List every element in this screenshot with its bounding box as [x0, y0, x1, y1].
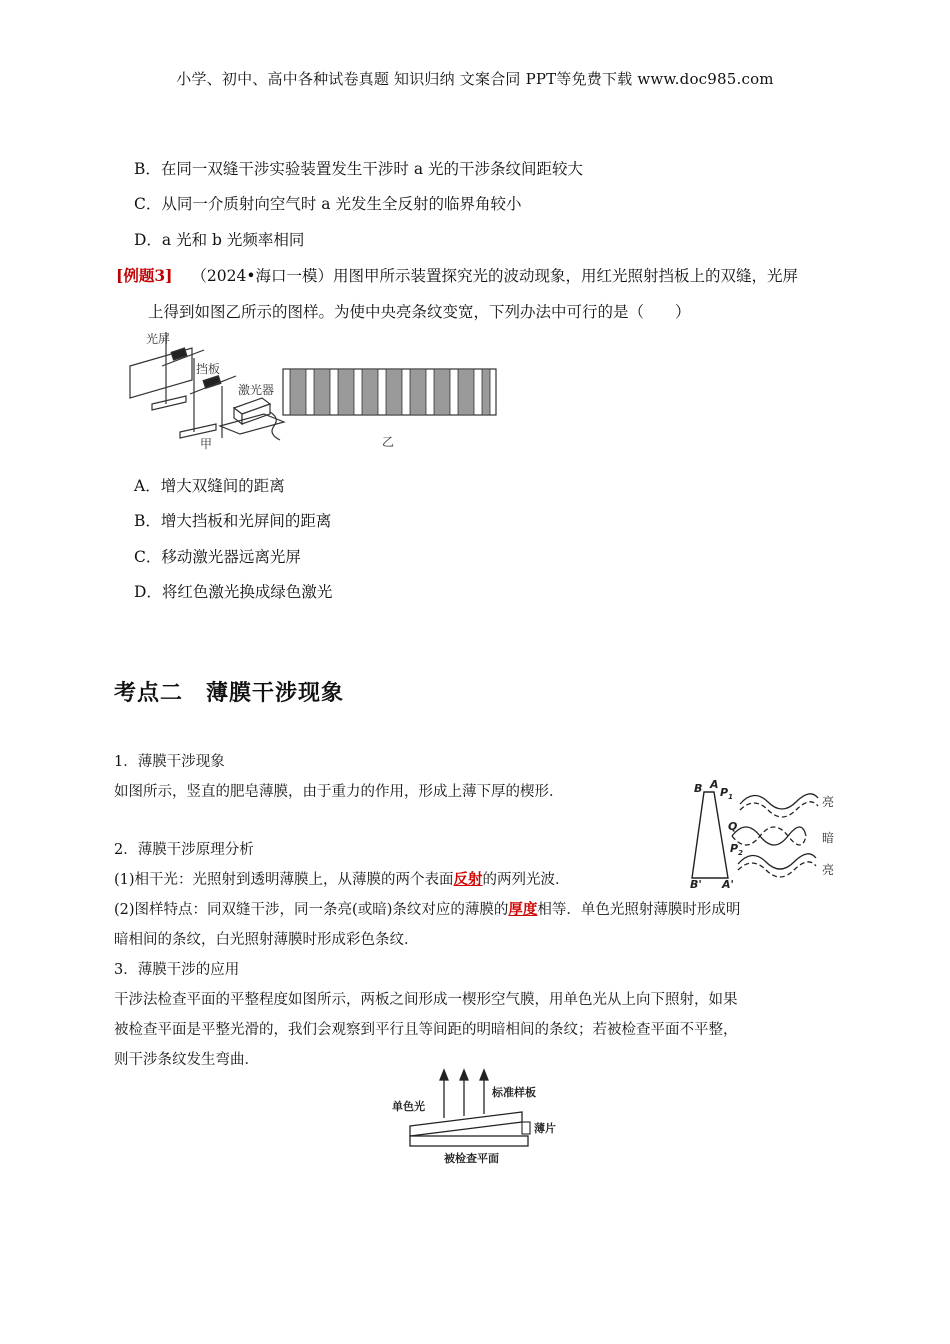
label-B: B: [694, 782, 703, 795]
label-tested: 被检查平面: [444, 1152, 499, 1165]
wave-q-dashed: [732, 827, 806, 845]
p2-b-pre: (2)图样特点：同双缝干涉，同一条亮(或暗)条纹对应的薄膜的: [114, 902, 509, 918]
label-dark: 暗: [822, 831, 835, 845]
label-baffle: 挡板: [196, 362, 221, 376]
p3-line3: 则干涉条纹发生弯曲．: [114, 1052, 259, 1068]
label-mono: 单色光: [392, 1100, 425, 1113]
label-screen: 光屏: [146, 332, 171, 346]
tested-plate: [410, 1136, 528, 1146]
film-wedge-figure: [690, 778, 840, 890]
keyword-thickness: 厚度: [508, 901, 538, 918]
label-P1: $P_1$: [720, 786, 733, 801]
label-shim: 薄片: [534, 1122, 556, 1135]
section-title: 考点二 薄膜干涉现象: [114, 681, 345, 706]
label-Bp: B': [690, 878, 702, 890]
label-P2: $P_2$: [730, 842, 743, 857]
p2-a: [114, 868, 570, 889]
flatness-figure: [386, 1066, 576, 1168]
p2-b-post: 相等．单色光照射薄膜时形成明: [537, 902, 741, 918]
p3-line2: 被检查平面是平整光滑的，我们会观察到平行且等间距的明暗相间的条纹；若被检查平面不平整，: [114, 1022, 738, 1038]
example3-header: [116, 264, 798, 286]
option-b: B．增大挡板和光屏间的距离: [134, 512, 332, 530]
apparatus-figure: [124, 326, 294, 450]
keyword-reflection: 反射: [453, 871, 483, 888]
p2-title: 2．薄膜干涉原理分析: [114, 842, 254, 858]
p3-title: 3．薄膜干涉的应用: [114, 962, 240, 978]
label-Q: Q: [728, 820, 738, 833]
label-yi: 乙: [382, 435, 395, 449]
example3-line2: 上得到如图乙所示的图样。为使中央亮条纹变宽，下列办法中可行的是（ ）: [148, 303, 691, 321]
standard-plate: [410, 1112, 522, 1136]
label-bright-2: 亮: [822, 863, 835, 877]
label-standard: 标准样板: [492, 1086, 536, 1099]
wave-q-solid: [732, 827, 806, 845]
option-d: D．将红色激光换成绿色激光: [134, 583, 333, 601]
p2-b: [114, 898, 740, 919]
p2-a-post: 的两列光波．: [482, 872, 570, 888]
wedge-shape: [692, 792, 728, 878]
page-header: 小学、初中、高中各种试卷真题 知识归纳 文案合同 PPT等免费下载 www.doc985.com: [176, 70, 774, 88]
label-A: A: [710, 778, 719, 791]
example-tag: [例题3]: [116, 266, 173, 285]
option-b-prev: B．在同一双缝干涉实验装置发生干涉时 a 光的干涉条纹间距较大: [134, 160, 583, 178]
p1-title: 1．薄膜干涉现象: [114, 754, 225, 770]
label-Ap: A': [722, 878, 734, 890]
label-jia: 甲: [200, 437, 213, 450]
label-laser: 激光器: [238, 383, 275, 397]
option-c: C．移动激光器远离光屏: [134, 548, 301, 566]
fringe-figure: [282, 368, 498, 450]
wave-p2-solid: [738, 854, 816, 869]
p1-text: 如图所示，竖直的肥皂薄膜，由于重力的作用，形成上薄下厚的楔形．: [114, 784, 564, 800]
example3-line1: （2024•海口一模）用图甲所示装置探究光的波动现象，用红光照射挡板上的双缝，光屏: [191, 267, 798, 285]
wave-p1-solid: [740, 794, 818, 809]
wave-p2-dashed: [738, 862, 816, 877]
label-bright-1: 亮: [822, 795, 835, 809]
shim: [522, 1122, 530, 1134]
option-a: A．增大双缝间的距离: [134, 477, 285, 495]
wave-p1-dashed: [740, 802, 818, 817]
p2-a-pre: (1)相干光：光照射到透明薄膜上，从薄膜的两个表面: [114, 872, 454, 888]
p2-b-line2: 暗相间的条纹，白光照射薄膜时形成彩色条纹．: [114, 932, 419, 948]
option-c-prev: C．从同一介质射向空气时 a 光发生全反射的临界角较小: [134, 195, 522, 213]
option-d-prev: D．a 光和 b 光频率相同: [134, 231, 305, 249]
p3-line1: 干涉法检查平面的平整程度如图所示，两板之间形成一楔形空气膜，用单色光从上向下照射，如果: [114, 992, 738, 1008]
